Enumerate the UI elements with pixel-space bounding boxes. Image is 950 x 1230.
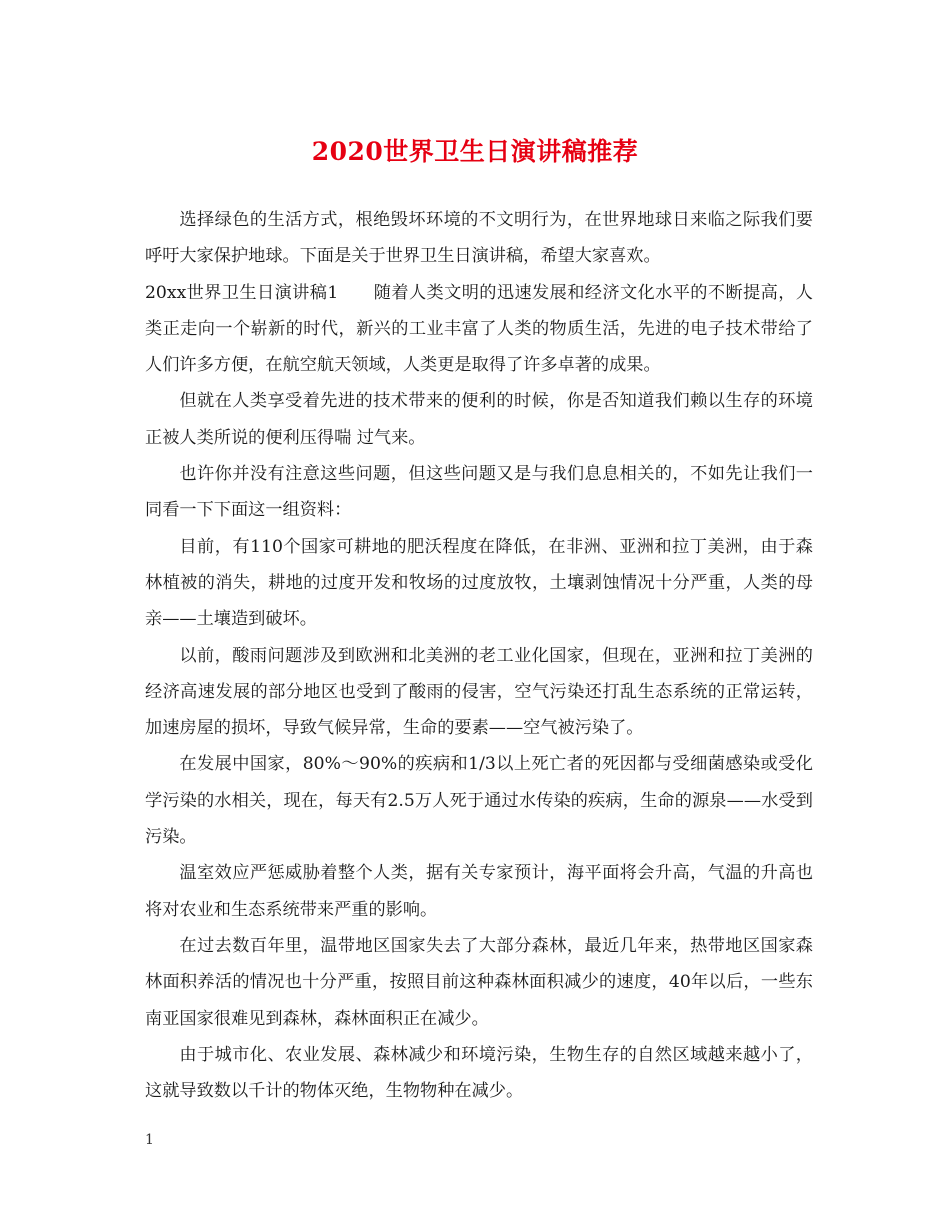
paragraph-forest: 在过去数百年里，温带地区国家失去了大部分森林，最近几年来，热带地区国家森林面积养活的情况也十分严重，按照目前这种森林面积减少的速度，40年以后，一些东南亚国家很难见到森林，森林面积正在减少。 xyxy=(145,935,813,1029)
paragraph-attention: 也许你并没有注意这些问题，但这些问题又是与我们息息相关的，不如先让我们一同看一下下面这一组资料： xyxy=(145,464,813,521)
paragraph-intro: 选择绿色的生活方式，根绝毁坏环境的不文明行为，在世界地球日来临之际我们要呼吁大家保护地球。下面是关于世界卫生日演讲稿，希望大家喜欢。 xyxy=(145,210,813,267)
paragraph-species: 由于城市化、农业发展、森林减少和环境污染，生物生存的自然区域越来越小了，这就导致数以千计的物体灭绝，生物物种在减少。 xyxy=(145,1044,813,1102)
paragraph-speech-1: 20xx世界卫生日演讲稿1 随着人类文明的迅速发展和经济文化水平的不断提高，人类正走向一个崭新的时代，新兴的工业丰富了人类的物质生活，先进的电子技术带给了人们许多方便，在航空航天领域，人类更是取得了许多卓著的成果。 xyxy=(145,282,813,376)
page-number: 1 xyxy=(145,1132,154,1148)
document-body xyxy=(145,202,813,1109)
paragraph-soil: 目前，有110个国家可耕地的肥沃程度在降低，在非洲、亚洲和拉丁美洲，由于森林植被的消失，耕地的过度开发和牧场的过度放牧，土壤剥蚀情况十分严重，人类的母亲——土壤造到破坏。 xyxy=(145,536,813,630)
paragraph-water: 在发展中国家，80%～90%的疾病和1/3以上死亡者的死因都与受细菌感染或受化学污染的水相关，现在，每天有2.5万人死于通过水传染的疾病，生命的源泉——水受到污染。 xyxy=(145,754,813,848)
paragraph-acid-rain: 以前，酸雨问题涉及到欧洲和北美洲的老工业化国家，但现在，亚洲和拉丁美洲的经济高速发展的部分地区也受到了酸雨的侵害，空气污染还打乱生态系统的正常运转，加速房屋的损坏，导致气候异常，生命的要素——空气被污染了。 xyxy=(145,645,813,739)
document-title: 2020世界卫生日演讲稿推荐 xyxy=(311,137,639,166)
paragraph-convenience: 但就在人类享受着先进的技术带来的便利的时候，你是否知道我们赖以生存的环境正被人类所说的便利压得喘 过气来。 xyxy=(145,391,813,448)
paragraph-greenhouse: 温室效应严惩威胁着整个人类，据有关专家预计，海平面将会升高，气温的升高也将对农业和生态系统带来严重的影响。 xyxy=(145,863,813,920)
